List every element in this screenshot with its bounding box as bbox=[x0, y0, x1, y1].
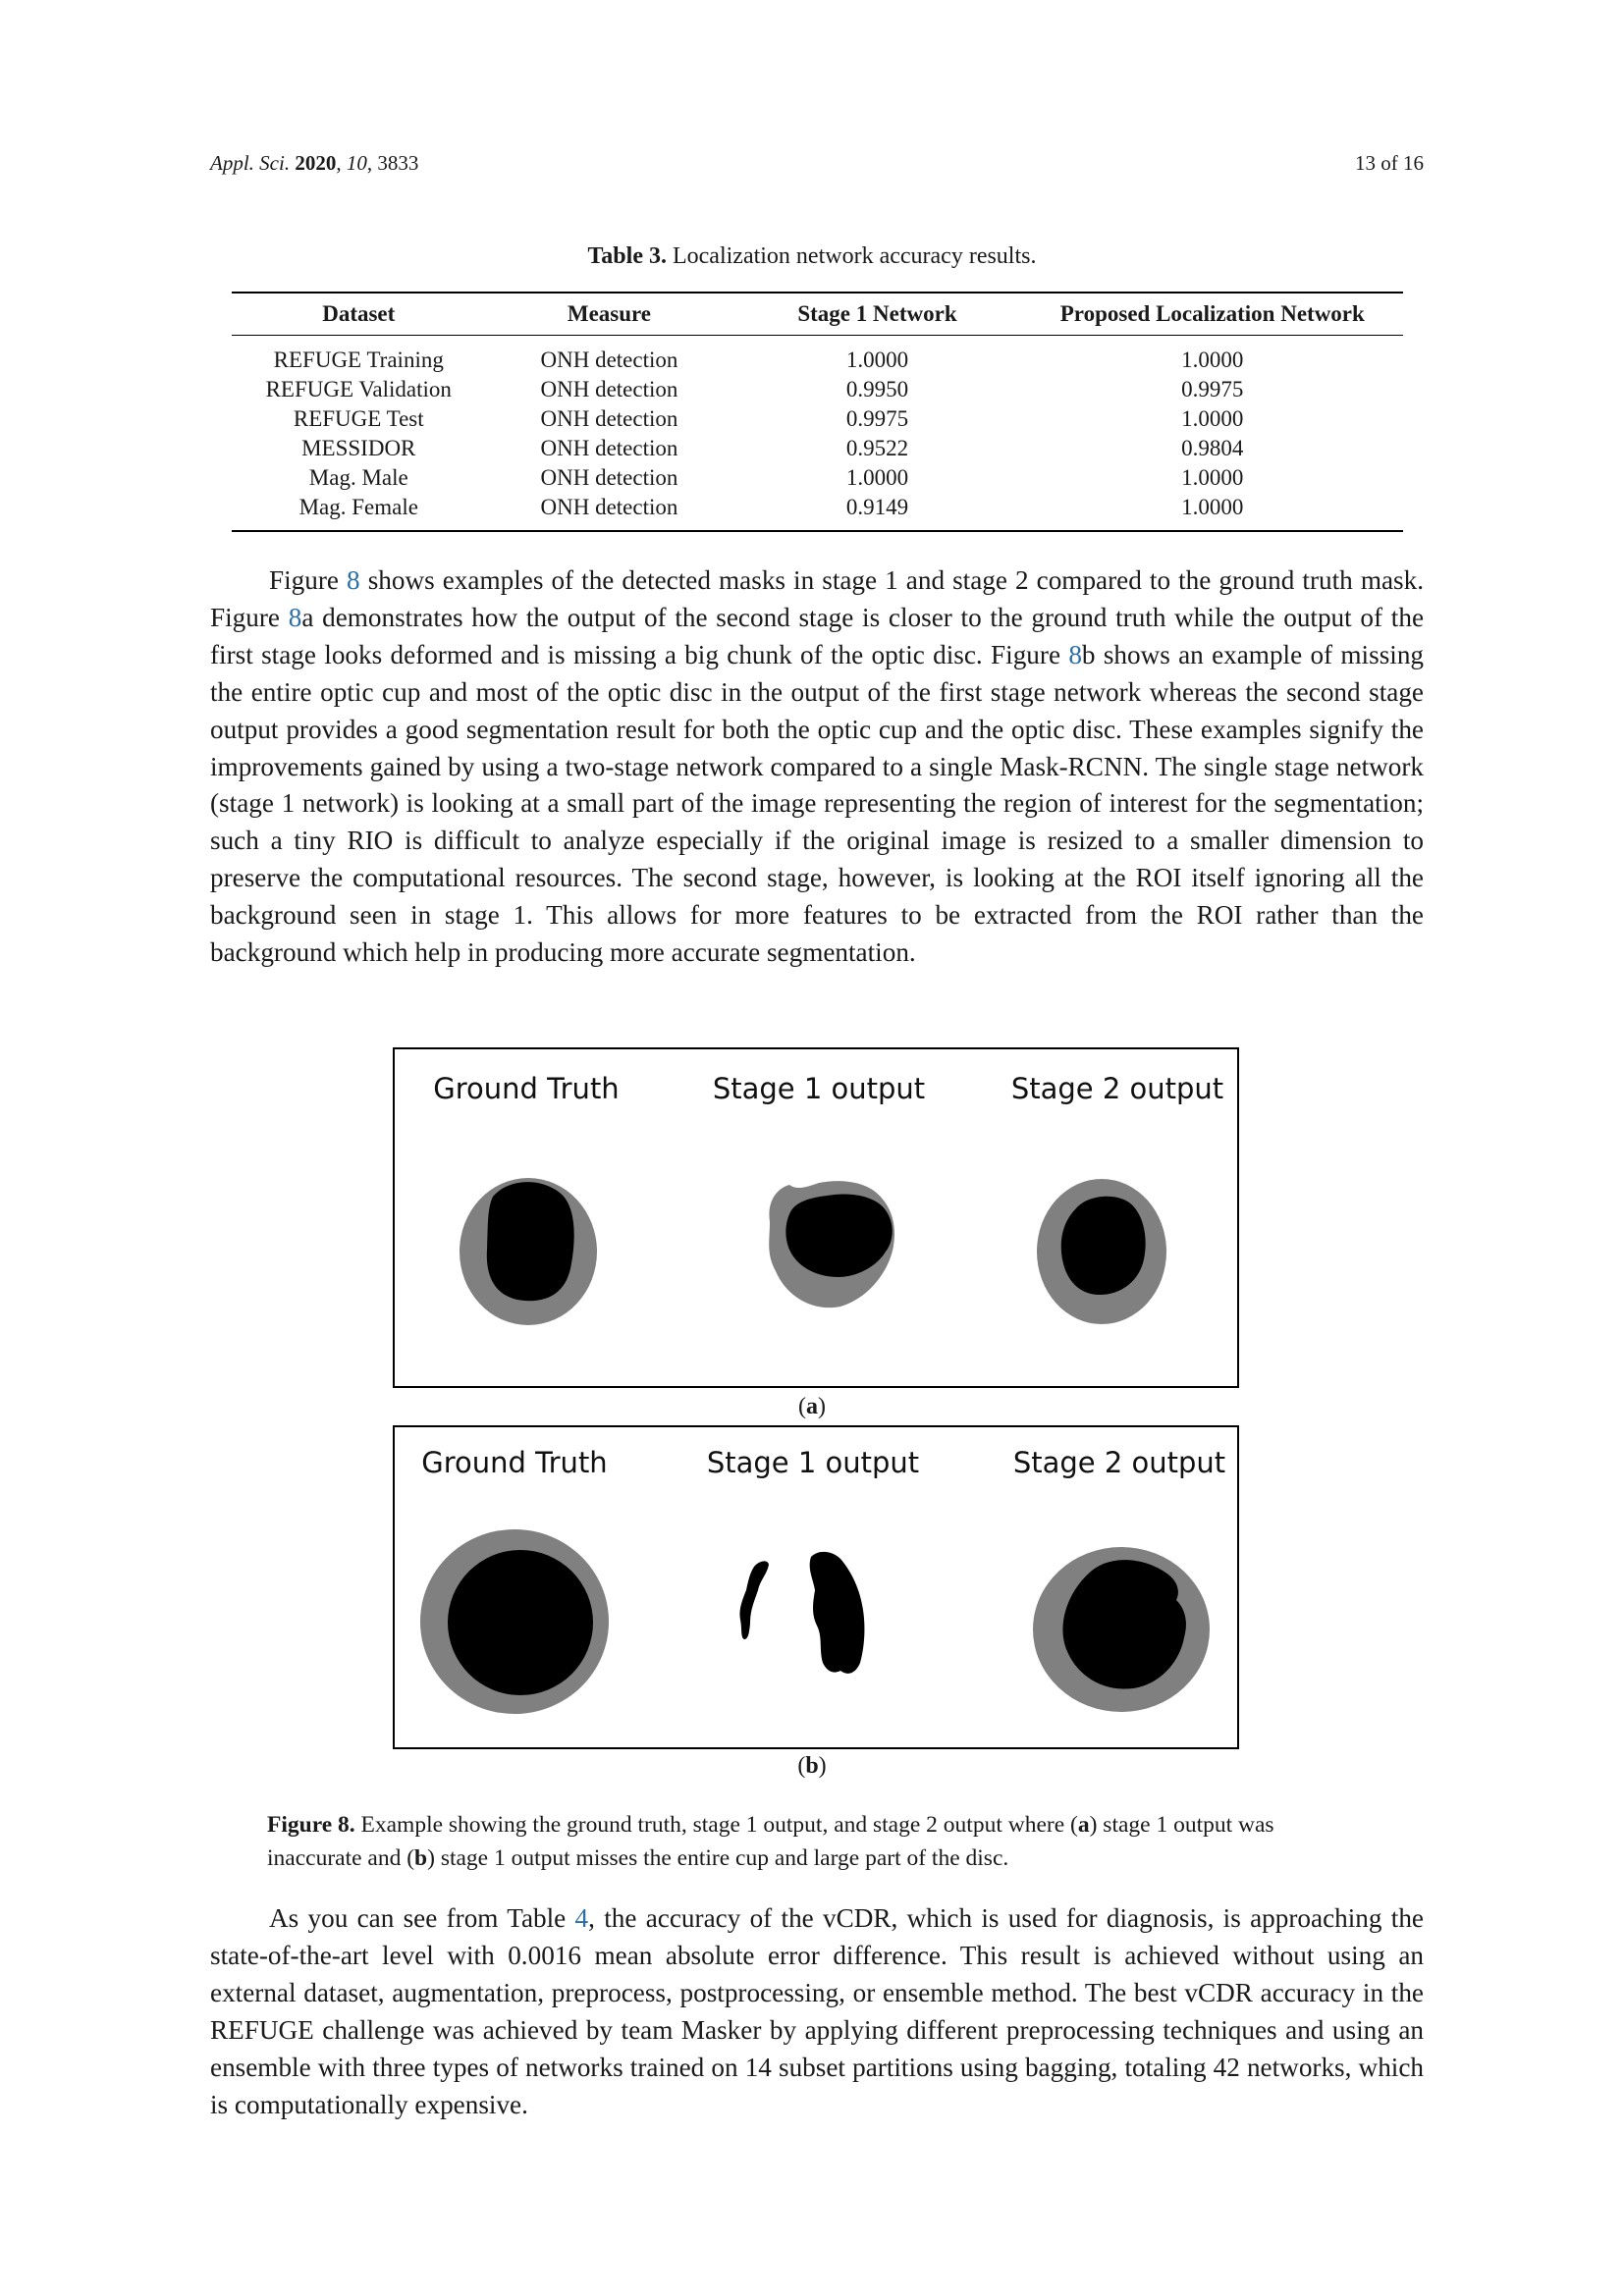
table-row bbox=[232, 434, 1403, 463]
table-row bbox=[232, 404, 1403, 434]
table-header-cell: Proposed Localization Network bbox=[1059, 301, 1365, 326]
body-paragraph bbox=[210, 1900, 1424, 2123]
table-cell: REFUGE Test bbox=[293, 406, 424, 431]
text-run: ) stage 1 output was inaccurate and ( bbox=[267, 1812, 1274, 1871]
sublabel-letter: a bbox=[806, 1394, 818, 1419]
table-cell: REFUGE Validation bbox=[265, 377, 452, 401]
table-cell: ONH detection bbox=[540, 377, 678, 401]
table-caption-label: Table 3. bbox=[587, 243, 667, 269]
figure-panel-b bbox=[393, 1425, 1239, 1749]
table-cell: 1.0000 bbox=[1181, 495, 1244, 519]
table-cell: ONH detection bbox=[540, 406, 678, 431]
panel-title: Ground Truth bbox=[433, 1072, 620, 1105]
table-row bbox=[232, 463, 1403, 493]
gt-cup-mask bbox=[487, 1182, 574, 1301]
table-cell: Mag. Male bbox=[308, 465, 408, 490]
table-cell: 1.0000 bbox=[845, 465, 909, 490]
figure-reference-link[interactable]: 8 bbox=[347, 565, 360, 595]
table-cell: ONH detection bbox=[540, 495, 678, 519]
text-run: Example showing the ground truth, stage 1 output, and stage 2 output where ( bbox=[354, 1812, 1078, 1838]
caption-letter: b bbox=[414, 1845, 428, 1871]
results-table bbox=[232, 292, 1403, 532]
text-run: Figure bbox=[269, 565, 348, 595]
table-cell: 0.9975 bbox=[845, 406, 909, 431]
figure-sublabel-a: (a) bbox=[798, 1394, 826, 1419]
table-cell: 0.9149 bbox=[845, 495, 909, 519]
figure-reference-link[interactable]: 8 bbox=[288, 602, 302, 632]
article-number: 3833 bbox=[377, 151, 419, 175]
page-number: 13 of 16 bbox=[1355, 151, 1424, 175]
panel-title: Ground Truth bbox=[421, 1446, 608, 1479]
table-cell: ONH detection bbox=[540, 347, 678, 372]
table-reference-link[interactable]: 4 bbox=[574, 1903, 589, 1933]
text-run: , the accuracy of the vCDR, which is used for diagnosis, is approaching the state-of-the-art level with 0.0016 mean absolute error difference. This result is achieved without using an external dataset, augmentation, preprocess, postprocessing, or ensemble method. The best vCDR accuracy in the REFUGE challenge was achieved by team Masker by applying different preprocessing techniques and using an ensemble with three types of networks trained on 14 subset partitions using bagging, totaling 42 networks, which is computationally expensive. bbox=[210, 1903, 1424, 2119]
text-run: As you can see from Table bbox=[269, 1903, 575, 1933]
panel-title: Stage 2 output bbox=[1012, 1446, 1226, 1479]
table-cell: Mag. Female bbox=[298, 495, 418, 519]
figure-panel-a-graphic bbox=[395, 1049, 1237, 1386]
figure-reference-link[interactable]: 8 bbox=[1068, 639, 1082, 669]
journal-volume: 10 bbox=[346, 151, 367, 175]
table-cell: MESSIDOR bbox=[301, 436, 416, 460]
text-run: b shows an example of missing the entire optic cup and most of the optic disc in the output of the first stage network whereas the second stage output provides a good segmentation result for both the optic cup and the optic disc. These examples signify the improvements gained by using a two-stage network compared to a single Mask-RCNN. The single stage network (stage 1 network) is looking at a small part of the image representing the region of interest for the segmentation; such a tiny RIO is difficult to analyze especially if the original image is resized to a smaller dimension to preserve the computational resources. The second stage, however, is looking at the ROI itself ignoring all the background seen in stage 1. This allows for more features to be extracted from the ROI rather than the background which help in producing more accurate segmentation. bbox=[210, 639, 1425, 968]
text-run: ) stage 1 output misses the entire cup and large part of the disc. bbox=[427, 1845, 1009, 1871]
journal-year: 2020 bbox=[295, 151, 337, 175]
table-cell: 0.9950 bbox=[845, 377, 909, 401]
stage1-disc-mask bbox=[810, 1552, 865, 1674]
stage2-cup-mask bbox=[1061, 1197, 1146, 1295]
running-header bbox=[210, 151, 1424, 176]
table-header-cell: Measure bbox=[567, 301, 652, 326]
figure-sublabel-b: (b) bbox=[797, 1753, 827, 1779]
table-row bbox=[232, 493, 1403, 531]
table-header-cell: Stage 1 Network bbox=[797, 301, 957, 326]
table-cell: ONH detection bbox=[540, 436, 678, 460]
table-cell: 0.9975 bbox=[1181, 377, 1244, 401]
journal-name: Appl. Sci. bbox=[210, 151, 291, 175]
table-header-cell: Dataset bbox=[322, 301, 396, 326]
table-row bbox=[232, 336, 1403, 376]
table-caption-text: Localization network accuracy results. bbox=[672, 243, 1037, 269]
stage1-fragment-mask bbox=[739, 1561, 769, 1639]
figure-panel-a bbox=[393, 1047, 1239, 1388]
panel-title: Stage 1 output bbox=[712, 1072, 926, 1105]
table-cell: ONH detection bbox=[540, 465, 678, 490]
table-caption bbox=[0, 243, 1624, 270]
table-cell: 0.9522 bbox=[845, 436, 909, 460]
figure-caption bbox=[267, 1808, 1369, 1875]
table-header-row bbox=[232, 293, 1403, 336]
caption-letter: a bbox=[1077, 1812, 1090, 1838]
gt-cup-mask bbox=[448, 1550, 593, 1695]
table-row bbox=[232, 375, 1403, 404]
table-cell: 0.9804 bbox=[1181, 436, 1244, 460]
table-cell: 1.0000 bbox=[1181, 406, 1244, 431]
panel-title: Stage 1 output bbox=[706, 1446, 920, 1479]
text-run: a demonstrates how the output of the second stage is closer to the ground truth while the output of the first stage looks deformed and is missing a big chunk of the optic disc. Figure bbox=[210, 602, 1425, 669]
table-cell: 1.0000 bbox=[845, 347, 909, 372]
body-paragraph bbox=[210, 562, 1424, 972]
panel-title: Stage 2 output bbox=[1010, 1072, 1224, 1105]
journal-citation: Appl. Sci. 2020, 10, 3833 bbox=[210, 151, 419, 175]
table-cell: REFUGE Training bbox=[273, 347, 444, 372]
sublabel-letter: b bbox=[805, 1753, 819, 1779]
table-cell: 1.0000 bbox=[1181, 347, 1244, 372]
figure-panel-b-graphic bbox=[395, 1427, 1237, 1747]
text-run: shows examples of the detected masks in stage 1 and stage 2 compared to the ground truth mask. Figure bbox=[210, 565, 1425, 632]
figure-caption-label: Figure 8. bbox=[267, 1812, 355, 1838]
table-cell: 1.0000 bbox=[1181, 465, 1244, 490]
